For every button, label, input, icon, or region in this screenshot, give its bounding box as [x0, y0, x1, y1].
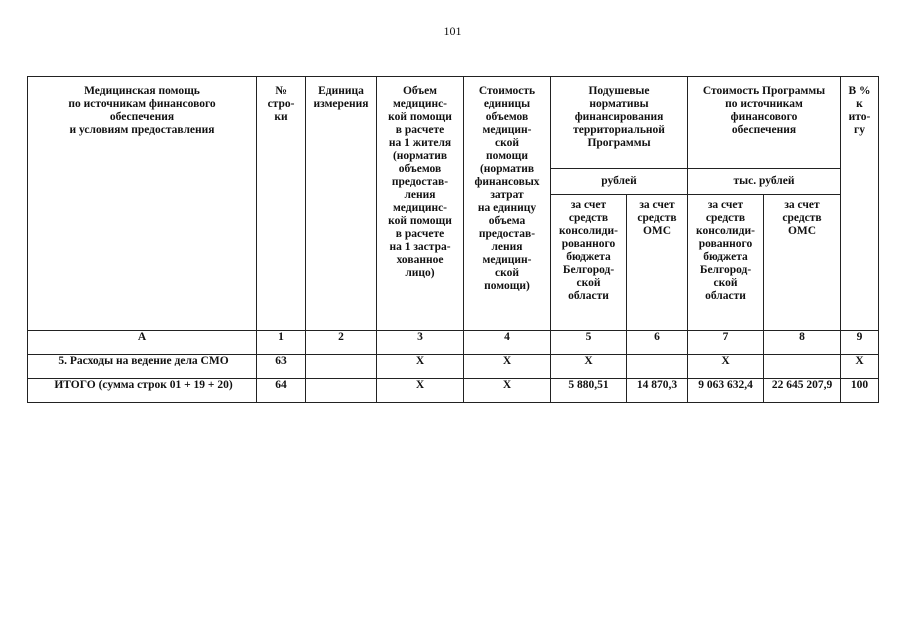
header-volume: Объем медицинс- кой помощи в расчете на 1 жителя (норматив объемов предостав- ления медицинс- кой помощи в расчете на 1 застра- хованное лицо) — [377, 77, 464, 331]
index-cell: 3 — [377, 331, 464, 355]
row-budget-per-capita: Х — [551, 355, 627, 379]
row-unit — [306, 355, 377, 379]
row-unit-cost: Х — [464, 355, 551, 379]
row-oms-per-capita — [627, 355, 688, 379]
row-number: 63 — [257, 355, 306, 379]
header-unit-cost: Стоимость единицы объемов медицин- ской помощи (норматив финансовых затрат на единицу объема предостав- ления медицин- ской помощи) — [464, 77, 551, 331]
row-number: 64 — [257, 379, 306, 403]
header-percent: В % к ито- гу — [841, 77, 879, 331]
row-percent: Х — [841, 355, 879, 379]
row-budget-cost: 9 063 632,4 — [688, 379, 764, 403]
row-oms-per-capita: 14 870,3 — [627, 379, 688, 403]
index-cell: 7 — [688, 331, 764, 355]
row-oms-cost: 22 645 207,9 — [764, 379, 841, 403]
row-percent: 100 — [841, 379, 879, 403]
table-row — [28, 379, 879, 403]
row-unit-cost: Х — [464, 379, 551, 403]
index-row — [28, 331, 879, 355]
header-per-capita-norms: Подушевые нормативы финансирования территориальной Программы — [551, 77, 688, 169]
table-row — [28, 355, 879, 379]
row-volume: Х — [377, 379, 464, 403]
index-cell: 1 — [257, 331, 306, 355]
index-cell: 6 — [627, 331, 688, 355]
index-cell: 2 — [306, 331, 377, 355]
index-cell: 8 — [764, 331, 841, 355]
row-unit — [306, 379, 377, 403]
header-unit-thousand-rubles: тыс. рублей — [688, 169, 841, 195]
header-oms-cost: за счет средств ОМС — [764, 195, 841, 331]
row-budget-cost: Х — [688, 355, 764, 379]
header-unit: Единица измерения — [306, 77, 377, 331]
header-budget-cost: за счет средств консолиди- рованного бюджета Белгород- ской области — [688, 195, 764, 331]
index-cell: 9 — [841, 331, 879, 355]
header-budget-per-capita: за счет средств консолиди- рованного бюджета Белгород- ской области — [551, 195, 627, 331]
financing-table — [27, 76, 879, 403]
header-unit-rubles: рублей — [551, 169, 688, 195]
row-name: ИТОГО (сумма строк 01 + 19 + 20) — [28, 379, 257, 403]
row-budget-per-capita: 5 880,51 — [551, 379, 627, 403]
row-oms-cost — [764, 355, 841, 379]
header-oms-per-capita: за счет средств ОМС — [627, 195, 688, 331]
row-name: 5. Расходы на ведение дела СМО — [28, 355, 257, 379]
index-cell: 4 — [464, 331, 551, 355]
row-volume: Х — [377, 355, 464, 379]
page-number: 101 — [443, 24, 462, 38]
header-description: Медицинская помощь по источникам финансового обеспечения и условиям предоставления — [28, 77, 257, 331]
header-row-number: № стро- ки — [257, 77, 306, 331]
index-cell: А — [28, 331, 257, 355]
index-cell: 5 — [551, 331, 627, 355]
header-program-cost: Стоимость Программы по источникам финансового обеспечения — [688, 77, 841, 169]
